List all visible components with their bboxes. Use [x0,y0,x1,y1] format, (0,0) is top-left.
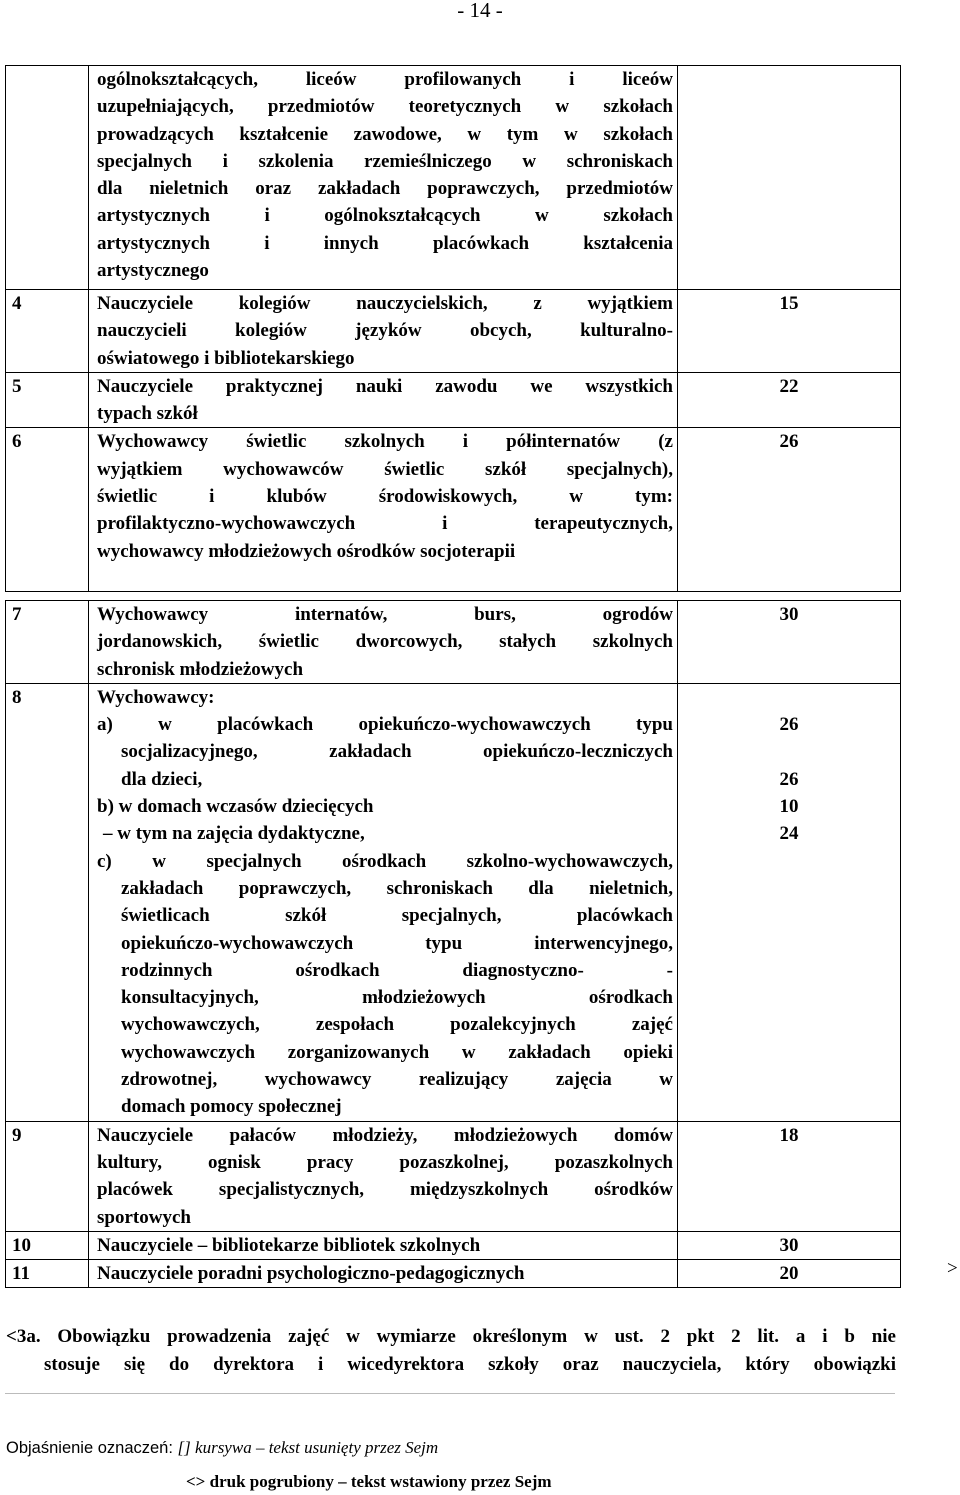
desc-line: świetlic i klubów środowiskowych, w tym: [97,486,673,508]
legend-label: Objaśnienie oznaczeń: [6,1439,173,1457]
row-description [89,1121,678,1231]
legend-italic: [] kursywa – tekst usunięty przez Sejm [177,1438,439,1457]
desc-line: artystycznych i ogólnokształcących w szkołach [97,205,673,227]
row-description [89,372,678,428]
desc-line: wyjątkiem wychowawców świetlic szkół specjalnych), [97,458,673,480]
desc-line: dla dzieci, [121,768,203,790]
table-row [6,66,901,290]
desc-line: artystycznego [97,260,209,282]
desc-line: wychowawczych, zespołach pozalekcyjnych zajęć [121,1014,673,1036]
desc-line: Nauczyciele praktycznej nauki zawodu we wszystkich [97,375,673,397]
value-a2: 26 [779,768,799,790]
desc-line: b) w domach wczasów dziecięcych [97,796,374,818]
row-description [89,1231,678,1259]
paragraph-3a [6,1323,896,1379]
desc-line: Nauczyciele pałaców młodzieży, młodzieżowych domów [97,1124,673,1146]
row-number: 8 [6,683,89,1121]
desc-line: zdrowotnej, wychowawcy realizujący zajęcia w [121,1069,673,1091]
row-value: 26 [678,428,901,592]
table-row [6,683,901,1121]
desc-line: placówek specjalistycznych, międzyszkolnych ośrodków [97,1179,673,1201]
desc-line: dla nieletnich oraz zakładach poprawczych, przedmiotów [97,178,673,200]
row-value: 22 [678,372,901,428]
row-description [89,290,678,373]
row-number: 9 [6,1121,89,1231]
legend-line [6,1438,438,1458]
note-line: <3a. Obowiązku prowadzenia zajęć w wymiarze określonym w ust. 2 pkt 2 lit. a i b nie [6,1326,896,1347]
row-description [89,1260,678,1288]
hours-table-top [5,65,901,592]
row-value: 18 [678,1121,901,1231]
desc-line: Wychowawcy świetlic szkolnych i półinternatów (z [97,431,673,453]
table-row [6,372,901,428]
row-description [89,601,678,684]
row-number: 4 [6,290,89,373]
desc-line: oświatowego i bibliotekarskiego [97,347,355,369]
value-a: 26 [779,714,799,736]
desc-line: – w tym na zajęcia dydaktyczne, [103,823,365,845]
table-row [6,601,901,684]
desc-line: kultury, ognisk pracy pozaszkolnej, pozaszkolnych [97,1151,673,1173]
desc-line: Nauczyciele poradni psychologiczno-pedagogicznych [97,1263,525,1285]
desc-line: Nauczyciele – bibliotekarze bibliotek szkolnych [97,1234,481,1256]
desc-line: artystycznych i innych placówkach kształcenia [97,232,673,254]
table-row [6,428,901,592]
table-row [6,1121,901,1231]
row-value: 15 [678,290,901,373]
page-number: - 14 - [457,0,503,22]
desc-line: świetlicach szkół specjalnych, placówkach [121,905,673,927]
row-value [678,683,901,1121]
desc-line: c) w specjalnych ośrodkach szkolno-wychowawczych, [97,850,673,872]
desc-line: opiekuńczo-wychowawczych typu interwencyjnego, [121,932,673,954]
desc-line: socjalizacyjnego, zakładach opiekuńczo-leczniczych [121,741,673,763]
desc-line: sportowych [97,1206,191,1228]
note-line: stosuje się do dyrektora i wicedyrektora szkoły oraz nauczyciela, który obowiązki [44,1354,896,1375]
desc-line: Wychowawcy internatów, burs, ogrodów [97,604,673,625]
legend-bold: <> druk pogrubiony – tekst wstawiony przez Sejm [186,1472,552,1491]
desc-line: wychowawczych zorganizowanych w zakładach opieki [121,1041,673,1063]
row-number: 10 [6,1231,89,1259]
row-value [678,66,901,290]
desc-line: profilaktyczno-wychowawczych i terapeutycznych, [97,513,673,535]
row-number: 7 [6,601,89,684]
desc-line: a) w placówkach opiekuńczo-wychowawczych typu [97,714,673,736]
desc-line: nauczycieli kolegiów języków obcych, kulturalno- [97,320,673,342]
row-description [89,428,678,592]
footer-divider [5,1393,895,1394]
insert-end-mark: > [947,1258,958,1279]
desc-line: specjalnych i szkolenia rzemieślniczego w schroniskach [97,150,673,172]
row-description [89,66,678,290]
desc-line: uzupełniających, przedmiotów teoretycznych w szkołach [97,96,673,118]
desc-line: rodzinnych ośrodkach diagnostyczno- - [121,959,673,981]
desc-line: domach pomocy społecznej [121,1096,342,1118]
row-value: 20 [678,1260,901,1288]
desc-line: wychowawcy młodzieżowych ośrodków socjoterapii [97,540,516,562]
table-row [6,290,901,373]
row-number: 5 [6,372,89,428]
desc-line: zakładach poprawczych, schroniskach dla nieletnich, [121,877,673,899]
row-number: 11 [6,1260,89,1288]
desc-line: prowadzących kształcenie zawodowe, w tym w szkołach [97,123,673,145]
value-b: 10 [779,796,799,818]
hours-table-bottom [5,600,901,1288]
desc-line: typach szkół [97,403,198,425]
row-value: 30 [678,1231,901,1259]
row-description [89,683,678,1121]
row-number: 6 [6,428,89,592]
desc-line: jordanowskich, świetlic dworcowych, stałych szkolnych [97,631,673,653]
desc-line: schronisk młodzieżowych [97,658,304,680]
row-number-cell [6,66,89,290]
row-value: 30 [678,601,901,684]
desc-line: Nauczyciele kolegiów nauczycielskich, z wyjątkiem [97,293,673,314]
desc-line: ogólnokształcących, liceów profilowanych i liceów [97,69,673,90]
desc-line: konsultacyjnych, młodzieżowych ośrodkach [121,987,673,1009]
desc-line: Wychowawcy: [97,686,215,708]
table-row [6,1231,901,1259]
table-row [6,1260,901,1288]
value-b2: 24 [779,823,799,845]
